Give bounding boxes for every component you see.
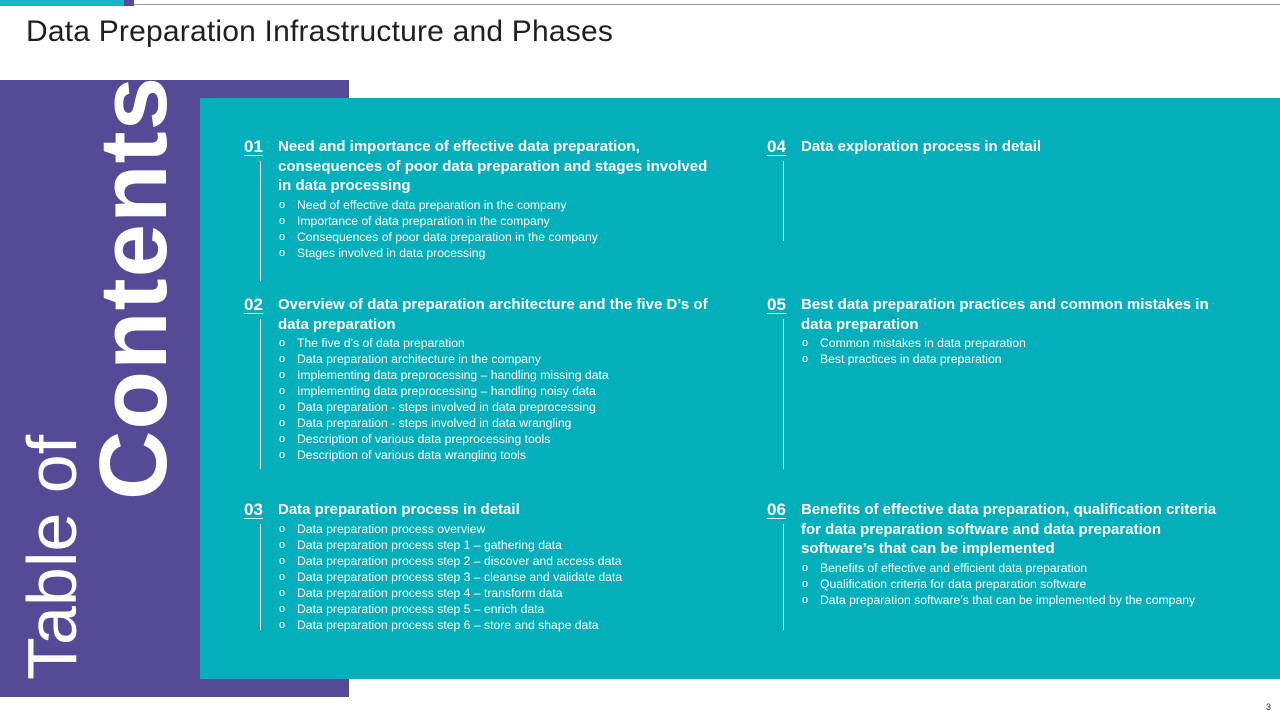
section-divider-line [260, 161, 261, 281]
section-item: o Need of effective data preparation in the company [279, 197, 567, 212]
contents-panel [200, 98, 1280, 679]
section-item: o Data preparation process step 2 – discover and access data [279, 553, 622, 568]
section-item: o Stages involved in data processing [279, 245, 486, 260]
bullet-icon: o [279, 618, 286, 631]
section-divider-line [260, 319, 261, 469]
bullet-icon: o [802, 593, 809, 606]
bullet-icon: o [279, 433, 286, 445]
bullet-icon: o [279, 522, 286, 535]
section-item: o Data preparation - steps involved in data preprocessing [279, 400, 596, 414]
section-title: Benefits of effective data preparation, qualification criteria for data preparation software and data preparation software’s that can be implemented [801, 501, 1217, 557]
section-item: o Best practices in data preparation [802, 352, 1002, 366]
bullet-icon: o [279, 570, 286, 583]
bullet-icon: o [279, 385, 286, 397]
section-item: o Description of various data preprocessing tools [279, 432, 551, 446]
section-item-list [278, 335, 718, 463]
section-item-list [278, 521, 718, 633]
bullet-icon: o [279, 401, 286, 413]
accent-bar-purple [124, 0, 134, 6]
section-divider-line [783, 161, 784, 241]
section-title: Need and importance of effective data preparation, consequences of poor data preparation and stages involved in data processing [278, 138, 708, 194]
section-number: 06 [767, 500, 786, 519]
section-number: 03 [244, 500, 263, 519]
section-item: o Data preparation process step 3 – cleanse and validate data [279, 569, 623, 584]
section-item: o Data preparation - steps involved in data wrangling [279, 416, 572, 430]
section-number: 01 [244, 137, 263, 156]
bullet-icon: o [802, 561, 809, 574]
side-title-contents: Contents [80, 76, 187, 500]
section-item: o Common mistakes in data preparation [802, 336, 1026, 350]
bullet-icon: o [802, 353, 809, 365]
section-number: 05 [767, 295, 786, 314]
section-title: Best data preparation practices and common mistakes in data preparation [801, 296, 1209, 333]
section-item: o Description of various data wrangling tools [279, 448, 526, 462]
section-title: Overview of data preparation architecture and the five D’s of data preparation [278, 296, 708, 333]
section-item: o Data preparation process step 6 – store and shape data [279, 617, 599, 632]
section-item-list [801, 335, 1221, 367]
section-divider-line [260, 524, 261, 630]
section-item: o Implementing data preprocessing – handling missing data [279, 368, 609, 382]
bullet-icon: o [802, 337, 809, 349]
bullet-icon: o [279, 214, 286, 227]
bullet-icon: o [279, 337, 286, 349]
section-number: 02 [244, 295, 263, 314]
bullet-icon: o [279, 417, 286, 429]
section-item: o Data preparation architecture in the company [279, 352, 541, 366]
section-divider-line [783, 319, 784, 469]
accent-bar-teal [0, 0, 124, 6]
bullet-icon: o [279, 230, 286, 243]
bullet-icon: o [279, 449, 286, 461]
section-item: o Consequences of poor data preparation in the company [279, 229, 598, 244]
header-divider [134, 4, 1280, 5]
bullet-icon: o [802, 577, 809, 590]
section-item: o Qualification criteria for data preparation software [802, 576, 1087, 591]
bullet-icon: o [279, 353, 286, 365]
side-title-table-of: Table of [13, 434, 91, 680]
bullet-icon: o [279, 586, 286, 599]
bullet-icon: o [279, 538, 286, 551]
section-title: Data preparation process in detail [278, 501, 520, 518]
section-item: o Benefits of effective and efficient data preparation [802, 560, 1088, 575]
bullet-icon: o [279, 602, 286, 615]
bullet-icon: o [279, 369, 286, 381]
page-number: 3 [1265, 702, 1271, 712]
section-item: o Data preparation process step 1 – gathering data [279, 537, 562, 552]
section-item: o Importance of data preparation in the company [279, 213, 550, 228]
section-item: o Data preparation software’s that can be implemented by the company [802, 592, 1196, 607]
section-item: o Implementing data preprocessing – handling noisy data [279, 384, 596, 398]
section-item-list [801, 560, 1221, 608]
section-item: o Data preparation process overview [279, 521, 486, 536]
section-item: o Data preparation process step 5 – enrich data [279, 601, 545, 616]
page-title: Data Preparation Infrastructure and Phases [26, 15, 614, 48]
section-item: o Data preparation process step 4 – transform data [279, 585, 563, 600]
section-item-list [278, 197, 718, 261]
section-number: 04 [767, 137, 786, 156]
section-title: Data exploration process in detail [801, 138, 1042, 155]
bullet-icon: o [279, 198, 286, 211]
section-item: o The five d’s of data preparation [279, 336, 465, 350]
bullet-icon: o [279, 554, 286, 567]
bullet-icon: o [279, 246, 286, 259]
section-divider-line [783, 524, 784, 630]
